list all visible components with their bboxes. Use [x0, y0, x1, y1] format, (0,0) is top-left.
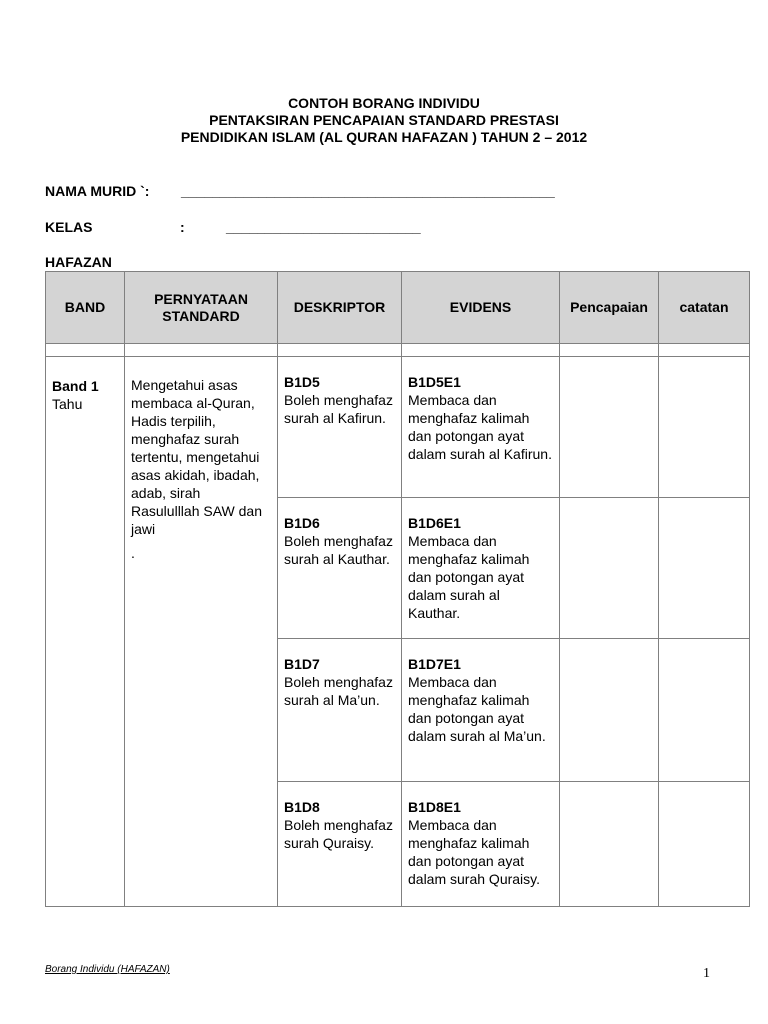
kelas-line[interactable]: _________________________ — [226, 219, 421, 235]
pencapaian-cell[interactable] — [560, 357, 659, 498]
header-deskriptor: DESKRIPTOR — [278, 272, 402, 344]
standard-text: Mengetahui asas membaca al-Quran, Hadis terpilih, menghafaz surah tertentu, mengetahui asas akidah, ibadah, adab, sirah Rasululllah SAW dan jawi — [131, 377, 262, 537]
kelas-label: KELAS — [45, 219, 93, 235]
kelas-row — [45, 219, 421, 236]
descriptor-code: B1D8 — [284, 799, 320, 815]
assessment-table — [45, 271, 750, 907]
kelas-colon: : — [180, 219, 185, 235]
catatan-cell[interactable] — [659, 498, 750, 639]
header-band: BAND — [46, 272, 125, 344]
catatan-cell[interactable] — [659, 357, 750, 498]
descriptor-text: Boleh menghafaz surah Quraisy. — [284, 817, 393, 851]
descriptor-text: Boleh menghafaz surah al Ma’un. — [284, 674, 393, 708]
evidence-cell — [402, 639, 560, 782]
page-number: 1 — [703, 966, 710, 981]
spacer-row — [46, 344, 750, 357]
standard-dot: . — [131, 545, 135, 561]
descriptor-text: Boleh menghafaz surah al Kauthar. — [284, 533, 393, 567]
header-line-2: PENTAKSIRAN PENCAPAIAN STANDARD PRESTASI — [209, 112, 559, 128]
evidence-cell — [402, 782, 560, 907]
evidence-text: Membaca dan menghafaz kalimah dan potongan ayat dalam surah al Kauthar. — [408, 533, 530, 621]
evidence-cell — [402, 498, 560, 639]
evidence-code: B1D7E1 — [408, 656, 461, 672]
header-pencapaian: Pencapaian — [560, 272, 659, 344]
table-header-row — [46, 272, 750, 344]
section-label-hafazan: HAFAZAN — [45, 254, 112, 270]
catatan-cell[interactable] — [659, 782, 750, 907]
descriptor-cell — [278, 498, 402, 639]
descriptor-code: B1D7 — [284, 656, 320, 672]
descriptor-code: B1D5 — [284, 374, 320, 390]
evidence-text: Membaca dan menghafaz kalimah dan potongan ayat dalam surah al Kafirun. — [408, 392, 552, 462]
nama-murid-row — [45, 183, 555, 200]
nama-murid-label: NAMA MURID `: — [45, 183, 150, 199]
evidence-cell — [402, 357, 560, 498]
descriptor-cell — [278, 357, 402, 498]
document-header — [0, 95, 768, 146]
header-line-1: CONTOH BORANG INDIVIDU — [288, 95, 480, 111]
header-pernyataan-standard: PERNYATAAN STANDARD — [125, 272, 278, 344]
header-evidens: EVIDENS — [402, 272, 560, 344]
table-row — [46, 357, 750, 498]
band-title: Band 1 — [52, 378, 99, 394]
evidence-code: B1D8E1 — [408, 799, 461, 815]
evidence-code: B1D6E1 — [408, 515, 461, 531]
pencapaian-cell[interactable] — [560, 639, 659, 782]
descriptor-code: B1D6 — [284, 515, 320, 531]
footer-label: Borang Individu (HAFAZAN) — [45, 964, 170, 975]
evidence-code: B1D5E1 — [408, 374, 461, 390]
pencapaian-cell[interactable] — [560, 498, 659, 639]
header-line-3: PENDIDIKAN ISLAM (AL QURAN HAFAZAN ) TAHUN 2 – 2012 — [180, 129, 588, 145]
descriptor-cell — [278, 782, 402, 907]
header-catatan: catatan — [659, 272, 750, 344]
catatan-cell[interactable] — [659, 639, 750, 782]
nama-murid-line[interactable]: ________________________________________________ — [181, 183, 555, 199]
band-sub: Tahu — [52, 396, 83, 412]
descriptor-text: Boleh menghafaz surah al Kafirun. — [284, 392, 393, 426]
pencapaian-cell[interactable] — [560, 782, 659, 907]
descriptor-cell — [278, 639, 402, 782]
standard-cell — [125, 357, 278, 907]
evidence-text: Membaca dan menghafaz kalimah dan potongan ayat dalam surah Quraisy. — [408, 817, 541, 887]
band-cell — [46, 357, 125, 907]
evidence-text: Membaca dan menghafaz kalimah dan potongan ayat dalam surah al Ma’un. — [408, 674, 546, 744]
